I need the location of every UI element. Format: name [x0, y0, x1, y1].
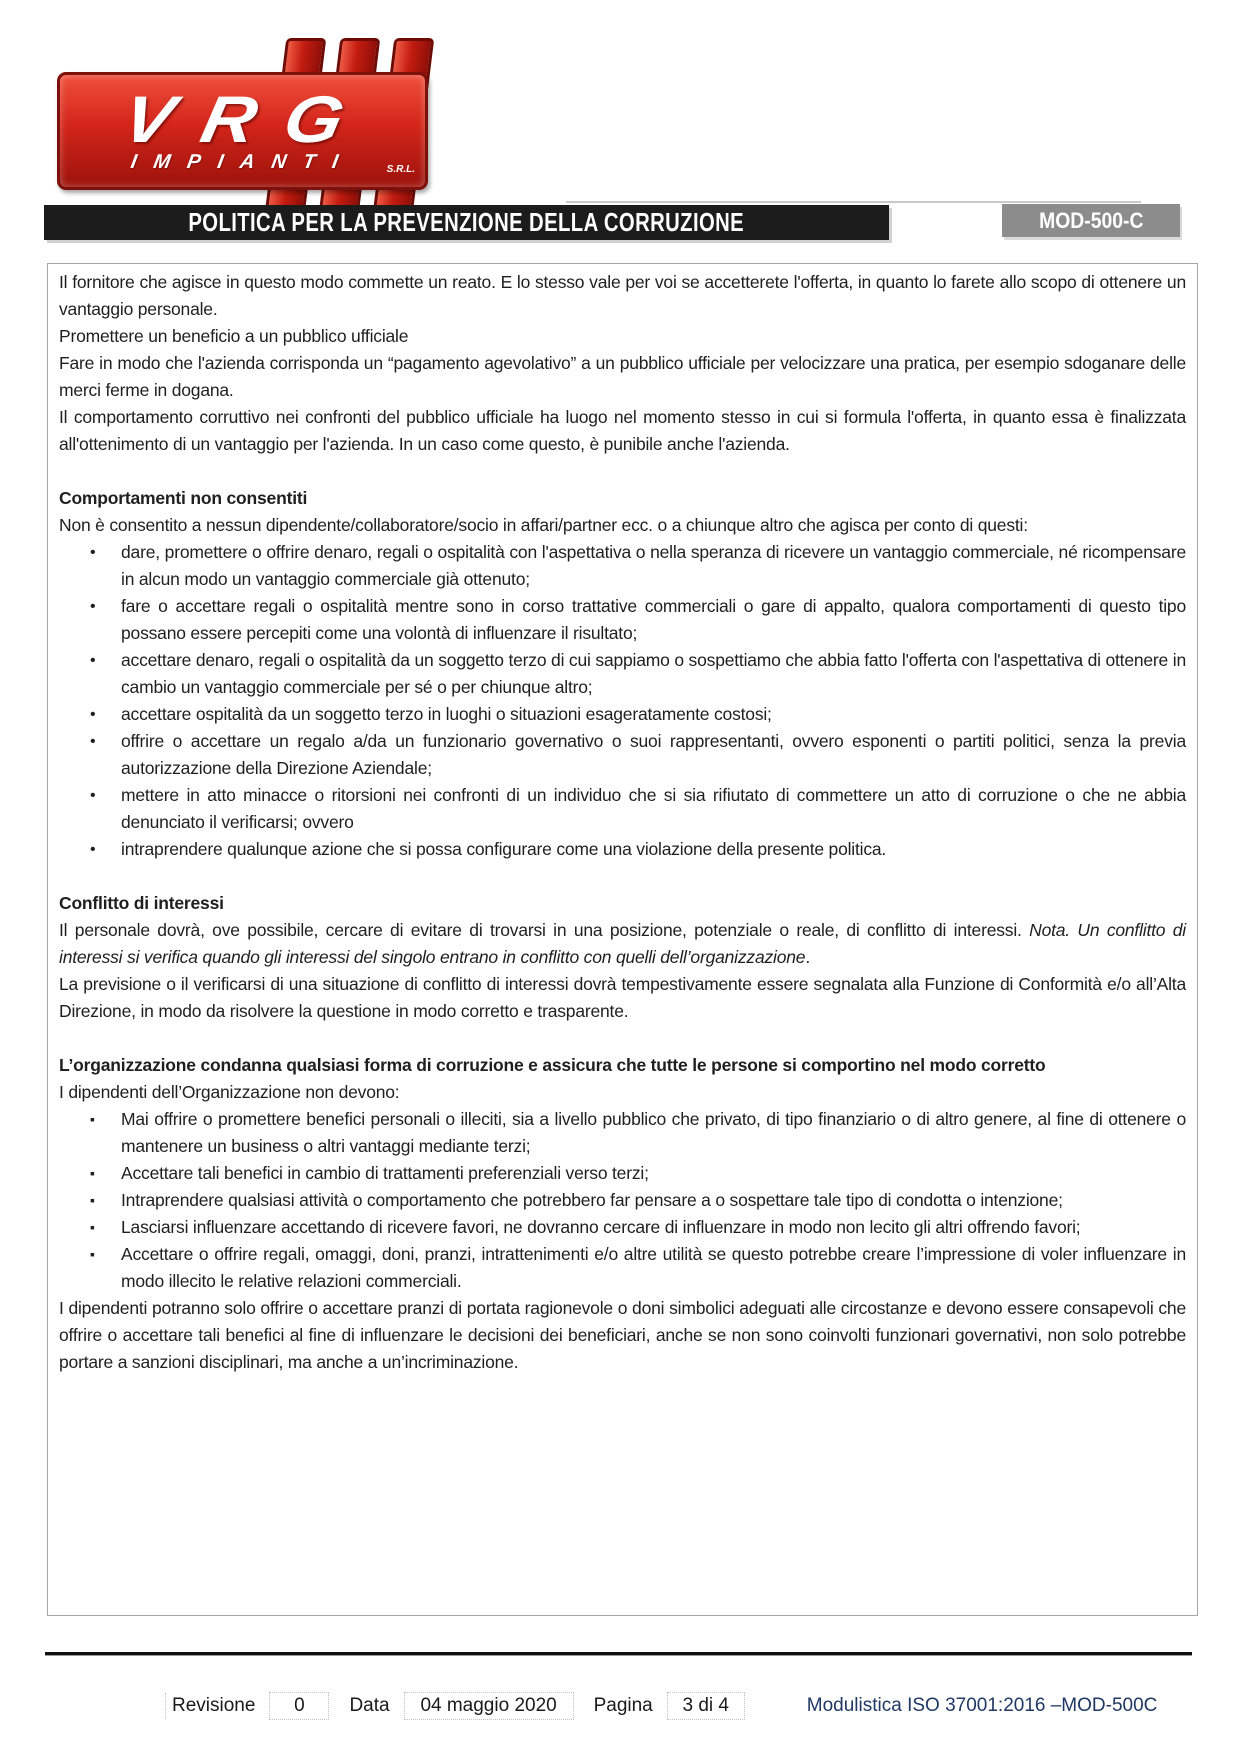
company-logo [57, 64, 429, 190]
doc-code: MOD-500-C [1038, 207, 1144, 233]
bullet-text: Accettare o offrire regali, omaggi, doni, pranzi, intrattenimenti e/o altre utilità se questo potrebbe creare l’impressione di voler influenzare in modo illecito le relative relazioni commerciali. [121, 1244, 1186, 1291]
bullet-text: Mai offrire o promettere benefici personali o illeciti, sia a livello pubblico che privato, di tipo finanziario o di altro genere, al fine di ottenere o mantenere un business o altri vantaggi mediante terzi; [121, 1109, 1186, 1156]
bullet-item [59, 1160, 1186, 1187]
bullet-text: accettare denaro, regali o ospitalità da un soggetto terzo di cui sappiamo o sospettiamo che abbia fatto l'offerta con l'aspettativa di ottenere in cambio un vantaggio commerciale per sé o per chiunque altro; [121, 650, 1186, 697]
bullet-item [59, 593, 1186, 647]
bullet-list [59, 1106, 1186, 1295]
disc-bullet-icon: • [90, 787, 96, 804]
doc-code-badge [1002, 204, 1180, 237]
square-bullet-icon: ▪ [90, 1111, 95, 1127]
bullet-item [59, 701, 1186, 728]
bullet-text: Accettare tali benefici in cambio di trattamenti preferenziali verso terzi; [121, 1163, 649, 1183]
document-title-bar [44, 205, 889, 240]
revision-label: Revisione [165, 1693, 261, 1719]
paragraph: Il personale dovrà, ove possibile, cercare di evitare di trovarsi in una posizione, potenziale o reale, di conflitto di interessi. Nota. Un conflitto di interessi si verifica quando gli interessi del singolo entrano in conflitto con quelli dell’organizzazione. [59, 920, 1186, 967]
square-bullet-icon: ▪ [90, 1219, 95, 1235]
header-divider-line [566, 201, 1141, 203]
logo-srl-text: S.R.L. [386, 164, 415, 175]
bullet-item [59, 539, 1186, 593]
disc-bullet-icon: • [90, 733, 96, 750]
paragraph: Non è consentito a nessun dipendente/collaboratore/socio in affari/partner ecc. o a chiunque altro che agisca per conto di questi: [59, 515, 1028, 535]
spacer [59, 1025, 1186, 1052]
paragraph: La previsione o il verificarsi di una situazione di conflitto di interessi dovrà tempestivamente essere segnalata alla Funzione di Conformità e/o all’Alta Direzione, in modo da risolvere la questione in modo corretto e trasparente. [59, 974, 1186, 1021]
paragraph: Promettere un beneficio a un pubblico ufficiale [59, 326, 409, 346]
disc-bullet-icon: • [90, 841, 96, 858]
paragraph: I dipendenti dell’Organizzazione non devono: [59, 1082, 400, 1102]
bullet-item [59, 728, 1186, 782]
section-heading: Conflitto di interessi [59, 893, 224, 913]
paragraph: Il fornitore che agisce in questo modo commette un reato. E lo stesso vale per voi se accetterete l'offerta, in quanto lo farete allo scopo di ottenere un vantaggio personale. [59, 272, 1186, 319]
bullet-item [59, 1241, 1186, 1295]
iso-reference: Modulistica ISO 37001:2016 –MOD-500C [806, 1695, 1158, 1716]
bullet-text: accettare ospitalità da un soggetto terzo in luoghi o situazioni esageratamente costosi; [121, 704, 772, 724]
disc-bullet-icon: • [90, 652, 96, 669]
bullet-text: intraprendere qualunque azione che si possa configurare come una violazione della presente politica. [121, 839, 887, 859]
disc-bullet-icon: • [90, 544, 96, 561]
bullet-text: Intraprendere qualsiasi attività o comportamento che potrebbero far pensare a o sospettare tale tipo di condotta o intenzione; [121, 1190, 1063, 1210]
spacer [59, 458, 1186, 485]
bullet-item [59, 1106, 1186, 1160]
paragraph: Il comportamento corruttivo nei confronti del pubblico ufficiale ha luogo nel momento stesso in cui si formula l'offerta, in quanto essa è finalizzata all'ottenimento di un vantaggio per l'azienda. In un caso come questo, è punibile anche l'azienda. [59, 407, 1186, 454]
footer-rule [45, 1652, 1192, 1656]
paragraph: I dipendenti potranno solo offrire o accettare pranzi di portata ragionevole o doni simbolici adeguati alle circostanze e devono essere consapevoli che offrire o accettare tali benefici al fine di influenzare le decisioni dei beneficiari, anche se non sono coinvolti funzionari governativi, non solo potrebbe portare a sanzioni disciplinari, ma anche a un’incriminazione. [59, 1298, 1186, 1372]
section-heading: L’organizzazione condanna qualsiasi forma di corruzione e assicura che tutte le persone si comportino nel modo corretto [59, 1055, 1046, 1075]
bullet-item [59, 647, 1186, 701]
square-bullet-icon: ▪ [90, 1165, 95, 1181]
bullet-item [59, 1214, 1186, 1241]
date-label: Data [349, 1695, 390, 1716]
footer [165, 1690, 1157, 1722]
logo-plate [57, 72, 428, 190]
bullet-list [59, 539, 1186, 863]
page-value: 3 di 4 [667, 1692, 745, 1720]
bullet-text: fare o accettare regali o ospitalità mentre sono in corso trattative commerciali o gare di appalto, qualora comportamenti di questo tipo possano essere percepiti come una volontà di influenzare il risultato; [121, 596, 1186, 643]
paragraph: Fare in modo che l'azienda corrisponda un “pagamento agevolativo” a un pubblico ufficiale per velocizzare una pratica, per esempio sdoganare delle merci ferme in dogana. [59, 353, 1186, 400]
bullet-text: mettere in atto minacce o ritorsioni nei confronti di un individuo che si sia rifiutato di commettere un atto di corruzione o che ne abbia denunciato il verificarsi; ovvero [121, 785, 1186, 832]
disc-bullet-icon: • [90, 598, 96, 615]
bullet-text: Lasciarsi influenzare accettando di ricevere favori, ne dovranno cercare di influenzare in modo non lecito gli altri offrendo favori; [121, 1217, 1081, 1237]
logo-brand-text: VRG [116, 81, 380, 156]
spacer [59, 863, 1186, 890]
section-heading: Comportamenti non consentiti [59, 488, 308, 508]
revision-value: 0 [269, 1692, 329, 1720]
disc-bullet-icon: • [90, 706, 96, 723]
bullet-item [59, 1187, 1186, 1214]
square-bullet-icon: ▪ [90, 1246, 95, 1262]
document-title: POLITICA PER LA PREVENZIONE DELLA CORRUZIONE [188, 207, 745, 237]
logo-sub-text: IMPIANTI [128, 150, 357, 173]
document-body [47, 263, 1198, 1616]
date-value: 04 maggio 2020 [404, 1692, 574, 1720]
bullet-item [59, 836, 1186, 863]
bullet-text: dare, promettere o offrire denaro, regali o ospitalità con l'aspettativa o nella speranza di ricevere un vantaggio commerciale, né ricompensare in alcun modo un vantaggio commerciale già ottenuto; [121, 542, 1186, 589]
bullet-item [59, 782, 1186, 836]
page-label: Pagina [593, 1695, 653, 1716]
square-bullet-icon: ▪ [90, 1192, 95, 1208]
bullet-text: offrire o accettare un regalo a/da un funzionario governativo o suoi rappresentanti, ovvero esponenti o partiti politici, senza la previa autorizzazione della Direzione Aziendale; [121, 731, 1186, 778]
